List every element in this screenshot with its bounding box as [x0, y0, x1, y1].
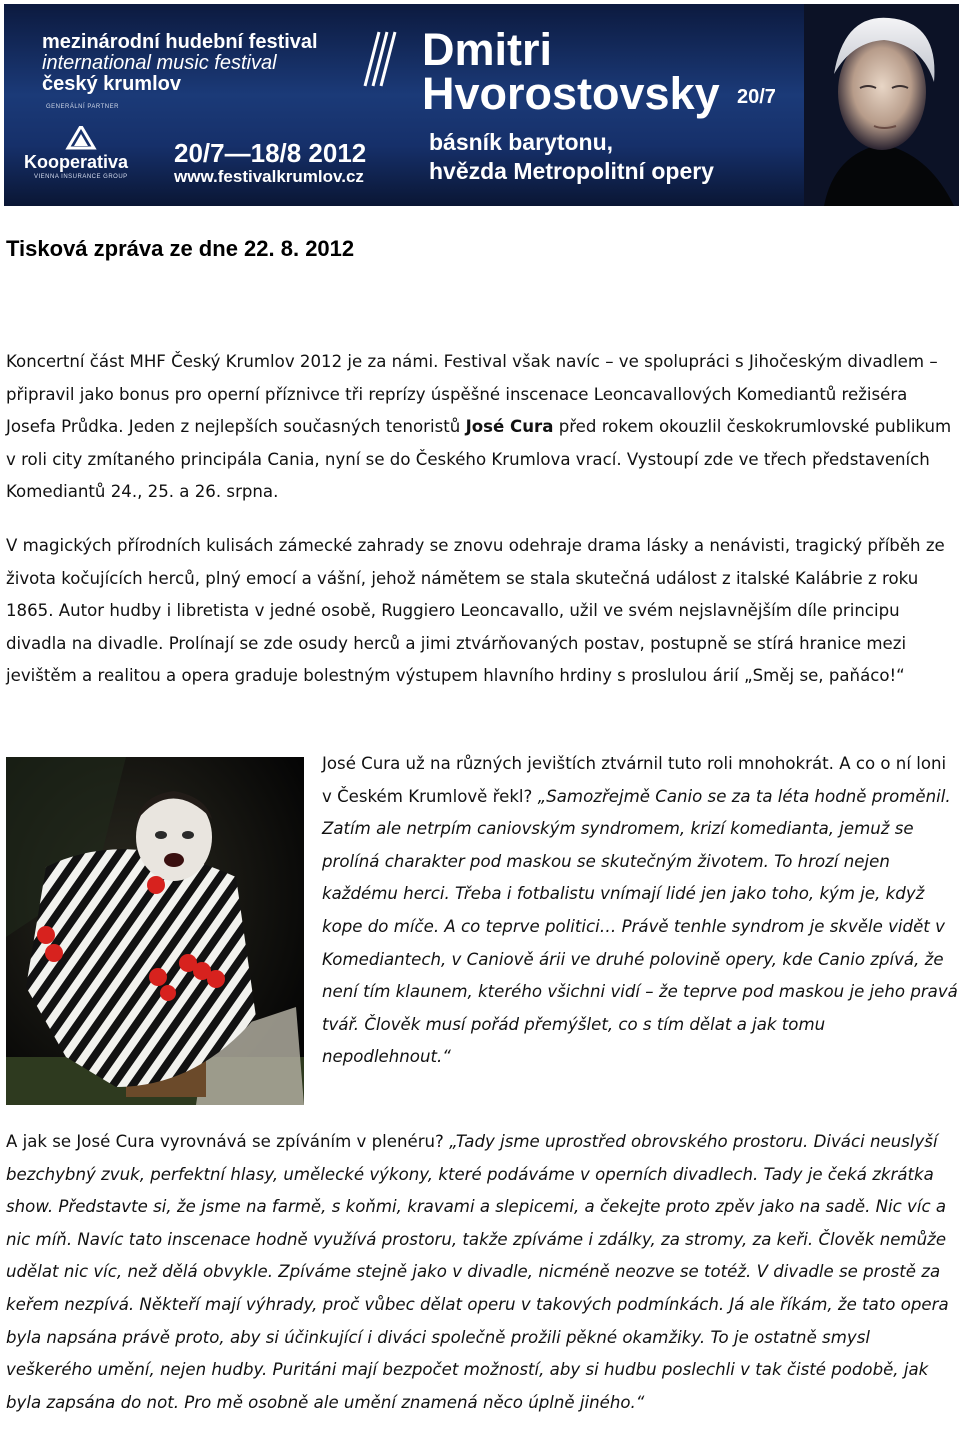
interview-2-quote: „Tady jsme uprostřed obrovského prostoru. Diváci neuslyší bezchybný zvuk, perfektní hlasy, umělecké výkony, které podáváme v operních divadlech. Tady je čeká zkrátka show. Představte si, že jsme na farmě, s koňmi, kravami a slepicemi, a čekejte proto zpěv jako na sadě. Nic víc a nic míň. Navíc tato inscenace hodně využívá prostoru, takže zpíváme i zdálky, za stromy, za keři. Člověk nemůže udělat nic víc, než dělá obvykle. Zpíváme stejně jako v divadle, nicméně neozve se totéž. V divadle se prostě za keřem nezpívá. Někteří mají výhrady, proč vůbec dělat operu v takových podmínkách. Já ale říkám, že tato opera byla napsána právě proto, aby si účinkující i diváci společně prožili pěkné okamžiky. To je ostatně smysl veškerého umění, nejen hudby. Puritáni mají bezpočet možností, aby si hudbu poslechli v tak čisté podobě, jak byla zapsána do not. Pro mě osobně ale umění znamená něco úplně jiného.“ — [6, 1132, 949, 1412]
festival-place: český krumlov — [42, 73, 181, 95]
artist-name — [422, 24, 720, 120]
paragraph-opera-description: V magických přírodních kulisách zámecké zahrady se znovu odehraje drama lásky a nenávisti, tragický příběh ze života kočujících herců, plný emocí a vášní, jehož námětem se stala skutečná událost z italské Kalábrie z roku 1865. Autor hudby i libretista v jedné osobě, Ruggiero Leoncavallo, užil ve svém nejslavnějším díle principu divadla na divadle. Prolínají se zde osudy herců a jimi ztvárňovaných postav, postupně se stírá hranice mezi jevištěm a realitou a opera graduje bolestným výstupem hlavního hrdiny s proslulou árií „Směj se, paňáco!“ — [6, 536, 945, 686]
festival-name-cz: mezinárodní hudební festival — [42, 31, 318, 53]
artist-first-name: Dmitri — [422, 24, 553, 75]
tagline-line-2: hvězda Metropolitní opery — [429, 158, 714, 185]
tenor-name: José Cura — [465, 417, 554, 437]
interview-2-question: A jak se José Cura vyrovnává se zpíváním v plenéru? — [6, 1132, 450, 1151]
sponsor-group: VIENNA INSURANCE GROUP — [34, 174, 128, 180]
general-partner-label: GENERÁLNÍ PARTNER — [46, 104, 119, 110]
paragraph-intro-text-b: před rokem okouzlil českokrumlovské publikum v roli city zmítaného principála Cania, nyní se do Českého Krumlova vrací. Vystoupí zde ve třech představeních Komediantů 24., 25. a 26. srpna. — [6, 417, 952, 502]
artist-portrait — [804, 4, 959, 206]
paragraph-intro-text-a: Koncertní část MHF Český Krumlov 2012 je za námi. Festival však navíc – ve spolupráci s Jihočeským divadlem – připravil jako bonus pro operní příznivce tři reprízy úspěšné inscenace Leoncavallových Komediantů režiséra Josefa Průdka. Jeden z nejlepších současných tenoristů — [6, 352, 938, 437]
festival-name — [42, 32, 318, 95]
artist-tagline — [429, 128, 714, 186]
interview-1-quote: „Samozřejmě Canio se za ta léta hodně proměnil. Zatím ale netrpím caniovským syndromem, krizí komedianta, jemuž se prolíná charakter pod maskou se skutečným životem. To hrozí nejen každému herci. Třeba i fotbalistu vnímají lidé jen jako toho, kým je, když kope do míče. A co teprve politici… Právě tenhle syndrom je skvěle vidět v Komediantech, v Caniově árii ve druhé polovině opery, kde Canio zpívá, že není tím klaunem, kterého všichni vidí – že teprve pod maskou je jeho pravá tvář. Člověk musí pořád přemýšlet, co s tím dělat a jak tomu nepodlehnout.“ — [322, 786, 958, 1067]
paragraph-interview-1 — [322, 748, 958, 1074]
paragraph-intro — [6, 346, 958, 509]
festival-dates: 20/7—18/8 2012 — [174, 138, 367, 168]
festival-banner — [4, 4, 959, 206]
festival-slash-logo — [359, 28, 399, 88]
clown-performer-photo — [6, 757, 304, 1105]
festival-website: www.festivalkrumlov.cz — [174, 167, 364, 186]
tagline-line-1: básník barytonu, — [429, 129, 614, 155]
artist-last-name: Hvorostovsky — [422, 68, 720, 120]
festival-name-en: international music festival — [42, 52, 277, 74]
paragraph-interview-2 — [6, 1126, 958, 1419]
press-release-title: Tisková zpráva ze dne 22. 8. 2012 — [6, 236, 355, 261]
sponsor-name: Kooperativa — [24, 152, 129, 172]
interview-1-question: José Cura už na různých jevištích ztvárnil tuto roli mnohokrát. A co o ní loni v Českém Krumlově řekl? — [322, 754, 947, 806]
artist-concert-date: 20/7 — [737, 86, 776, 108]
